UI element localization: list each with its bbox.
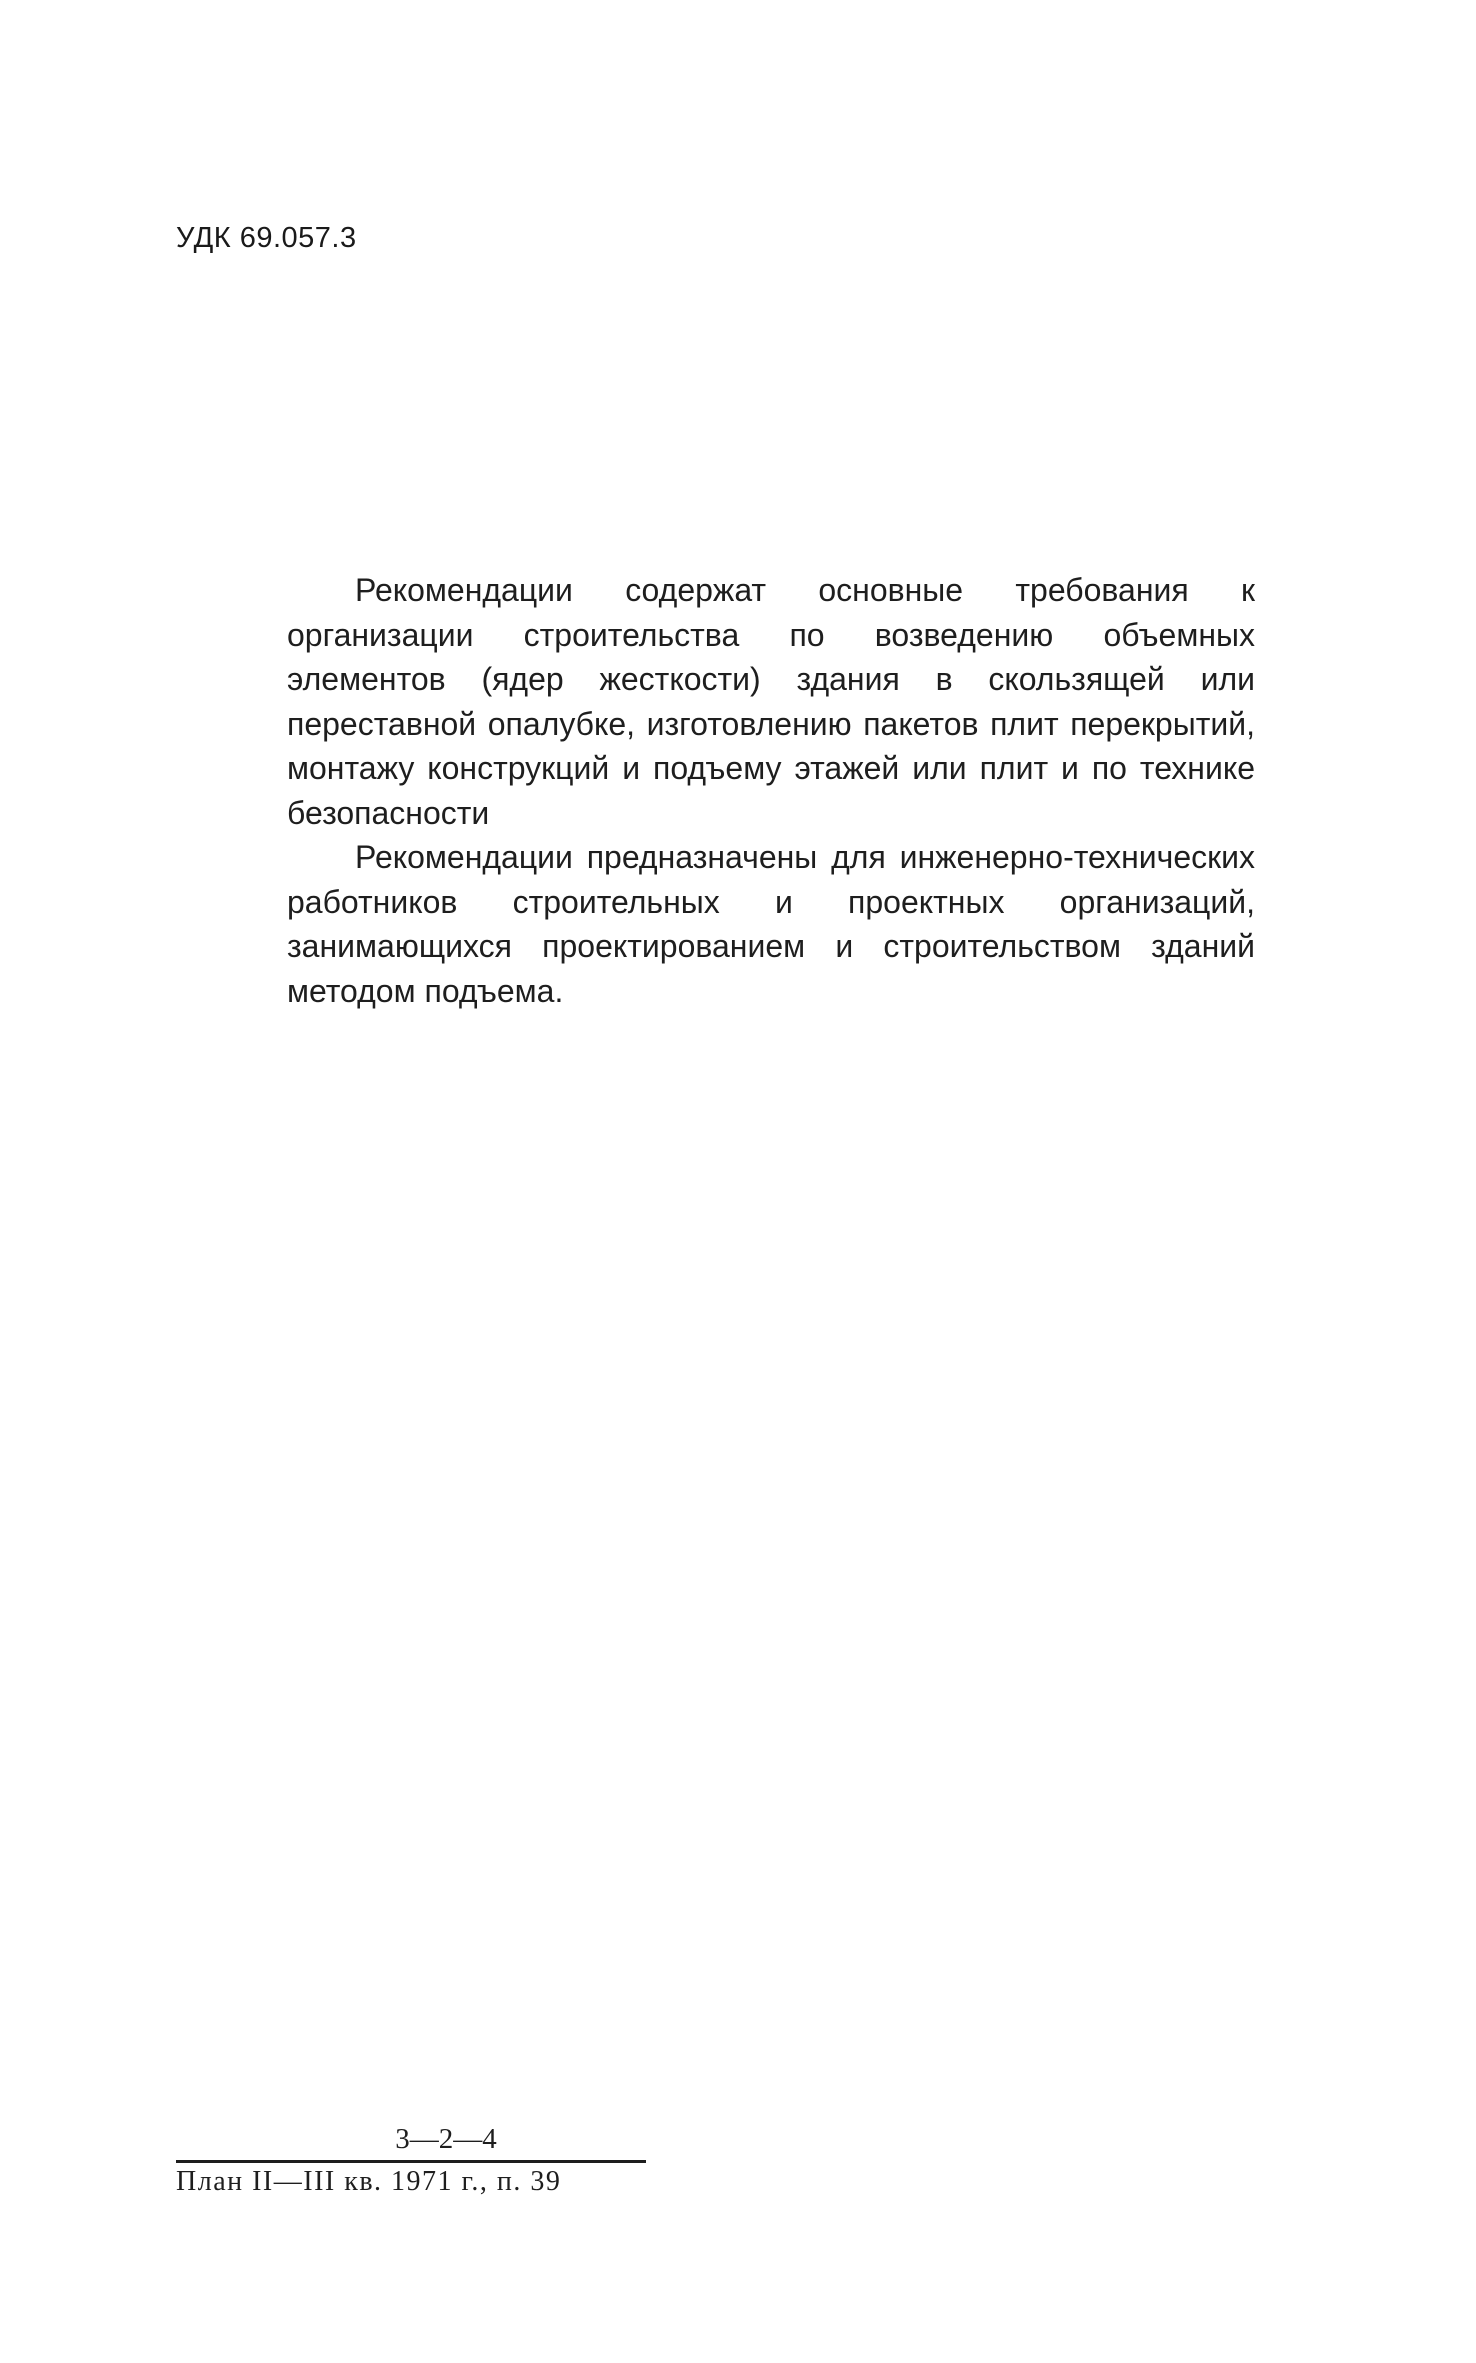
imprint xyxy=(176,2122,646,2199)
imprint-code: 3—2—4 xyxy=(395,2123,497,2155)
abstract xyxy=(287,568,1255,1013)
abstract-paragraph: Рекомендации содержат основные требования к организации строительства по возведению объемных элементов (ядер жесткости) здания в скользящей или переставной опалубке, изготовлению пакетов плит перекрытий, монтажу конструкций и подъему этажей или плит и по технике безопасности xyxy=(287,572,1255,831)
imprint-divider xyxy=(176,2160,646,2163)
abstract-paragraph: Рекомендации предназначены для инженерно-технических работников строительных и проектных организаций, занимающихся проектированием и строительством зданий методом подъема. xyxy=(287,839,1255,1009)
imprint-plan: План II—III кв. 1971 г., п. 39 xyxy=(176,2166,562,2197)
udk-code: УДК 69.057.3 xyxy=(176,222,357,254)
